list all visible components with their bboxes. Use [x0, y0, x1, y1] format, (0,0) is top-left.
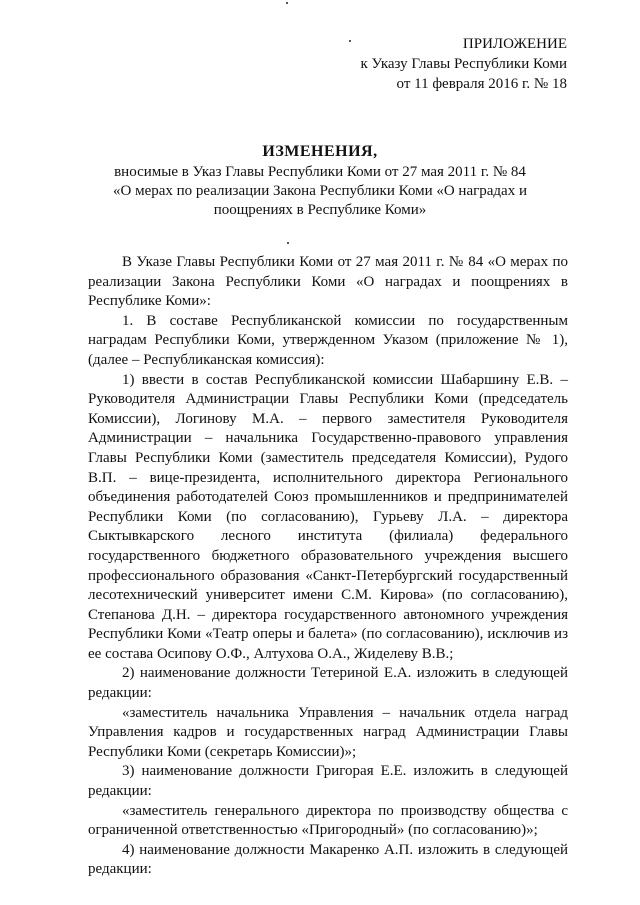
- subtitle-line: вносимые в Указ Главы Республики Коми от 27 мая 2011 г. № 84: [114, 164, 526, 180]
- attachment-date: от 11 февраля 2016 г. № 18: [396, 76, 567, 92]
- body-paragraph: «заместитель генерального директора по производству общества с ограниченной ответственностью «Пригородный» (по согласованию)»;: [88, 802, 568, 839]
- attachment-label: ПРИЛОЖЕНИЕ: [462, 36, 567, 52]
- body-paragraph: 2) наименование должности Тетериной Е.А. изложить в следующей редакции:: [88, 665, 568, 702]
- body-paragraph: 1. В составе Республиканской комиссии по государственным наградам Республики Коми, утвержденном Указом (приложение № 1), (далее – Республиканская комиссия):: [88, 312, 568, 368]
- body-paragraph: 1) ввести в состав Республиканской комиссии Шабаршину Е.В. – Руководителя Администрации Главы Республики Коми (председатель Комиссии), Логинову М.А. – первого заместителя Руководителя Администрации – начальника Государственно-правового управления Главы Республики Коми (заместитель председателя Комиссии), Рудого В.П. – вице-президента, исполнительного директора Регионального объединения работодателей Союз промышленников и предпринимателей Республики Коми (по согласованию), Гурьеву Л.А. – директора Сыктывкарского лесного института (филиала) федерального государственного бюджетного образовательного учреждения высшего профессионального образования «Санкт-Петербургский государственный лесотехнический университет имени С.М. Кирова» (по согласованию), Степанова Д.Н. – директора государственного автономного учреждения Республики Коми «Театр оперы и балета» (по согласованию), исключив из ее состава Осипову О.Ф., Алтухова О.А., Жиделеву В.В.;: [88, 371, 568, 662]
- document-body: [88, 253, 568, 880]
- body-paragraph: 4) наименование должности Макаренко А.П. изложить в следующей редакции:: [88, 841, 568, 878]
- scan-speck: [286, 2, 288, 4]
- scan-speck: [287, 242, 289, 244]
- subtitle-line: «О мерах по реализации Закона Республики Коми «О наградах и: [113, 183, 527, 199]
- scan-speck: [349, 40, 351, 42]
- document-subtitle: [90, 163, 550, 220]
- attachment-header: [360, 34, 567, 94]
- body-paragraph: «заместитель начальника Управления – начальник отдела наград Управления кадров и государственных наград Администрации Главы Республики Коми (секретарь Комиссии)»;: [88, 704, 568, 760]
- attachment-decree-ref: к Указу Главы Республики Коми: [360, 56, 567, 72]
- subtitle-line: поощрениях в Республике Коми»: [213, 202, 427, 218]
- body-paragraph: В Указе Главы Республики Коми от 27 мая 2011 г. № 84 «О мерах по реализации Закона Республики Коми «О наградах и поощрениях в Республике Коми»:: [88, 254, 568, 310]
- document-title: ИЗМЕНЕНИЯ,: [262, 143, 378, 160]
- body-paragraph: 3) наименование должности Григорая Е.Е. изложить в следующей редакции:: [88, 763, 568, 800]
